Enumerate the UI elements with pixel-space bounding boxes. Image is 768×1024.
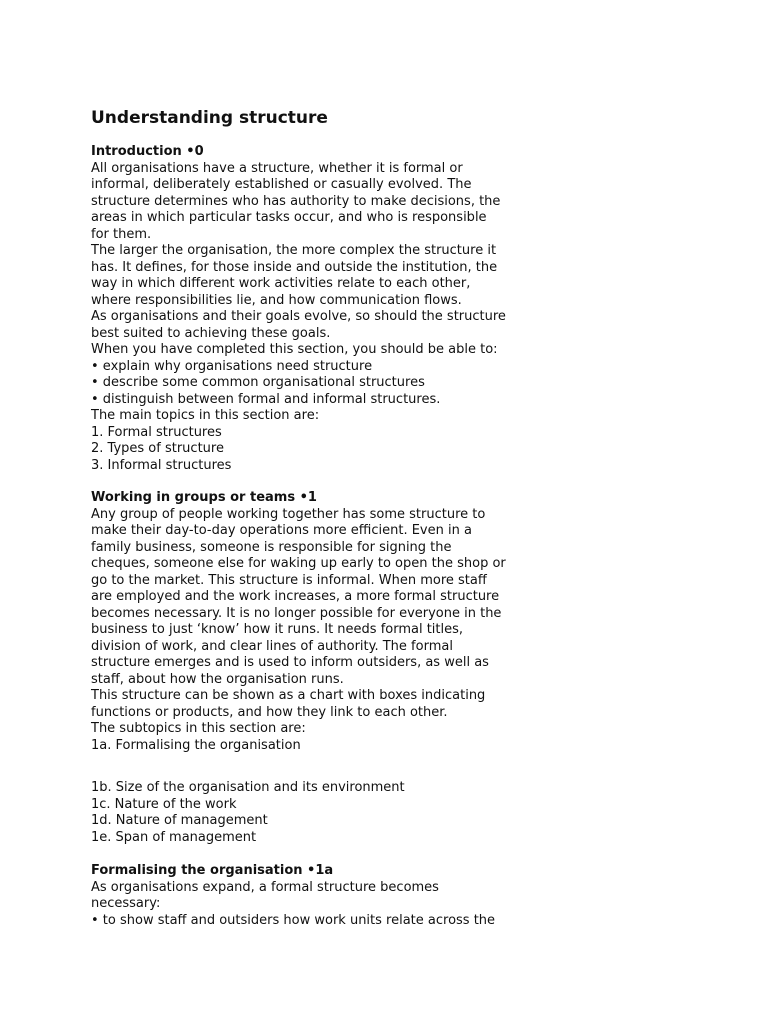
paragraph-line: best suited to achieving these goals. — [91, 325, 331, 341]
paragraph-line: structure emerges and is used to inform outsiders, as well as — [91, 655, 489, 670]
bullet-item: • distinguish between formal and informal structures. — [91, 391, 441, 407]
spacer — [91, 754, 521, 780]
list-item: 1a. Formalising the organisation — [91, 737, 301, 753]
paragraph-line: structure determines who has authority to make decisions, the — [91, 193, 501, 209]
paragraph-line: This structure can be shown as a chart with boxes indicating — [91, 688, 486, 703]
list-item: 1c. Nature of the work — [91, 796, 237, 812]
paragraph-line: As organisations and their goals evolve, so should the structure — [91, 309, 506, 324]
paragraph-line: informal, deliberately established or casually evolved. The — [91, 177, 472, 192]
paragraph-line: areas in which particular tasks occur, and who is responsible — [91, 210, 487, 225]
paragraph-line: has. It defines, for those inside and outside the institution, the — [91, 259, 498, 275]
paragraph-line: staff, about how the organisation runs. — [91, 671, 344, 687]
paragraph-line: The main topics in this section are: — [91, 408, 320, 423]
section-heading: Working in groups or teams •1 — [91, 490, 317, 505]
list-item: 2. Types of structure — [91, 441, 224, 456]
paragraph-line: becomes necessary. It is no longer possible for everyone in the — [91, 605, 502, 621]
list-item: 1d. Nature of management — [91, 813, 268, 828]
paragraph-line: are employed and the work increases, a more formal structure — [91, 589, 500, 604]
paragraph-line: for them. — [91, 226, 152, 242]
paragraph-line: family business, someone is responsible for signing the — [91, 539, 452, 555]
paragraph-line: make their day-to-day operations more efficient. Even in a — [91, 523, 472, 538]
paragraph-line: where responsibilities lie, and how communication flows. — [91, 292, 462, 308]
list-item: 3. Informal structures — [91, 457, 232, 473]
paragraph-line: As organisations expand, a formal structure becomes — [91, 879, 439, 895]
bullet-item: • describe some common organisational structures — [91, 375, 425, 390]
paragraph-line: All organisations have a structure, whether it is formal or — [91, 160, 463, 176]
bullet-item: • to show staff and outsiders how work units relate across the — [91, 912, 496, 928]
section-working-in-groups — [91, 490, 521, 846]
list-item: 1e. Span of management — [91, 829, 257, 845]
paragraph-line: cheques, someone else for waking up early to open the shop or — [91, 556, 506, 571]
paragraph-line: business to just ‘know’ how it runs. It needs formal titles, — [91, 622, 464, 637]
paragraph-line: The subtopics in this section are: — [91, 721, 306, 736]
paragraph-line: Any group of people working together has some structure to — [91, 506, 486, 522]
list-item: 1b. Size of the organisation and its environment — [91, 780, 405, 795]
list-item: 1. Formal structures — [91, 424, 222, 440]
page-title: Understanding structure — [91, 108, 328, 128]
paragraph-line: functions or products, and how they link to each other. — [91, 704, 448, 720]
paragraph-line: division of work, and clear lines of authority. The formal — [91, 638, 453, 654]
section-heading: Introduction •0 — [91, 144, 204, 159]
paragraph-line: The larger the organisation, the more complex the structure it — [91, 243, 497, 258]
paragraph-line: When you have completed this section, you should be able to: — [91, 342, 498, 357]
paragraph-line: go to the market. This structure is informal. When more staff — [91, 572, 487, 588]
paragraph-line: necessary: — [91, 896, 161, 911]
section-heading: Formalising the organisation •1a — [91, 863, 334, 878]
bullet-item: • explain why organisations need structure — [91, 358, 373, 374]
paragraph-line: way in which different work activities relate to each other, — [91, 276, 471, 291]
section-formalising — [91, 863, 521, 929]
section-introduction — [91, 144, 521, 474]
